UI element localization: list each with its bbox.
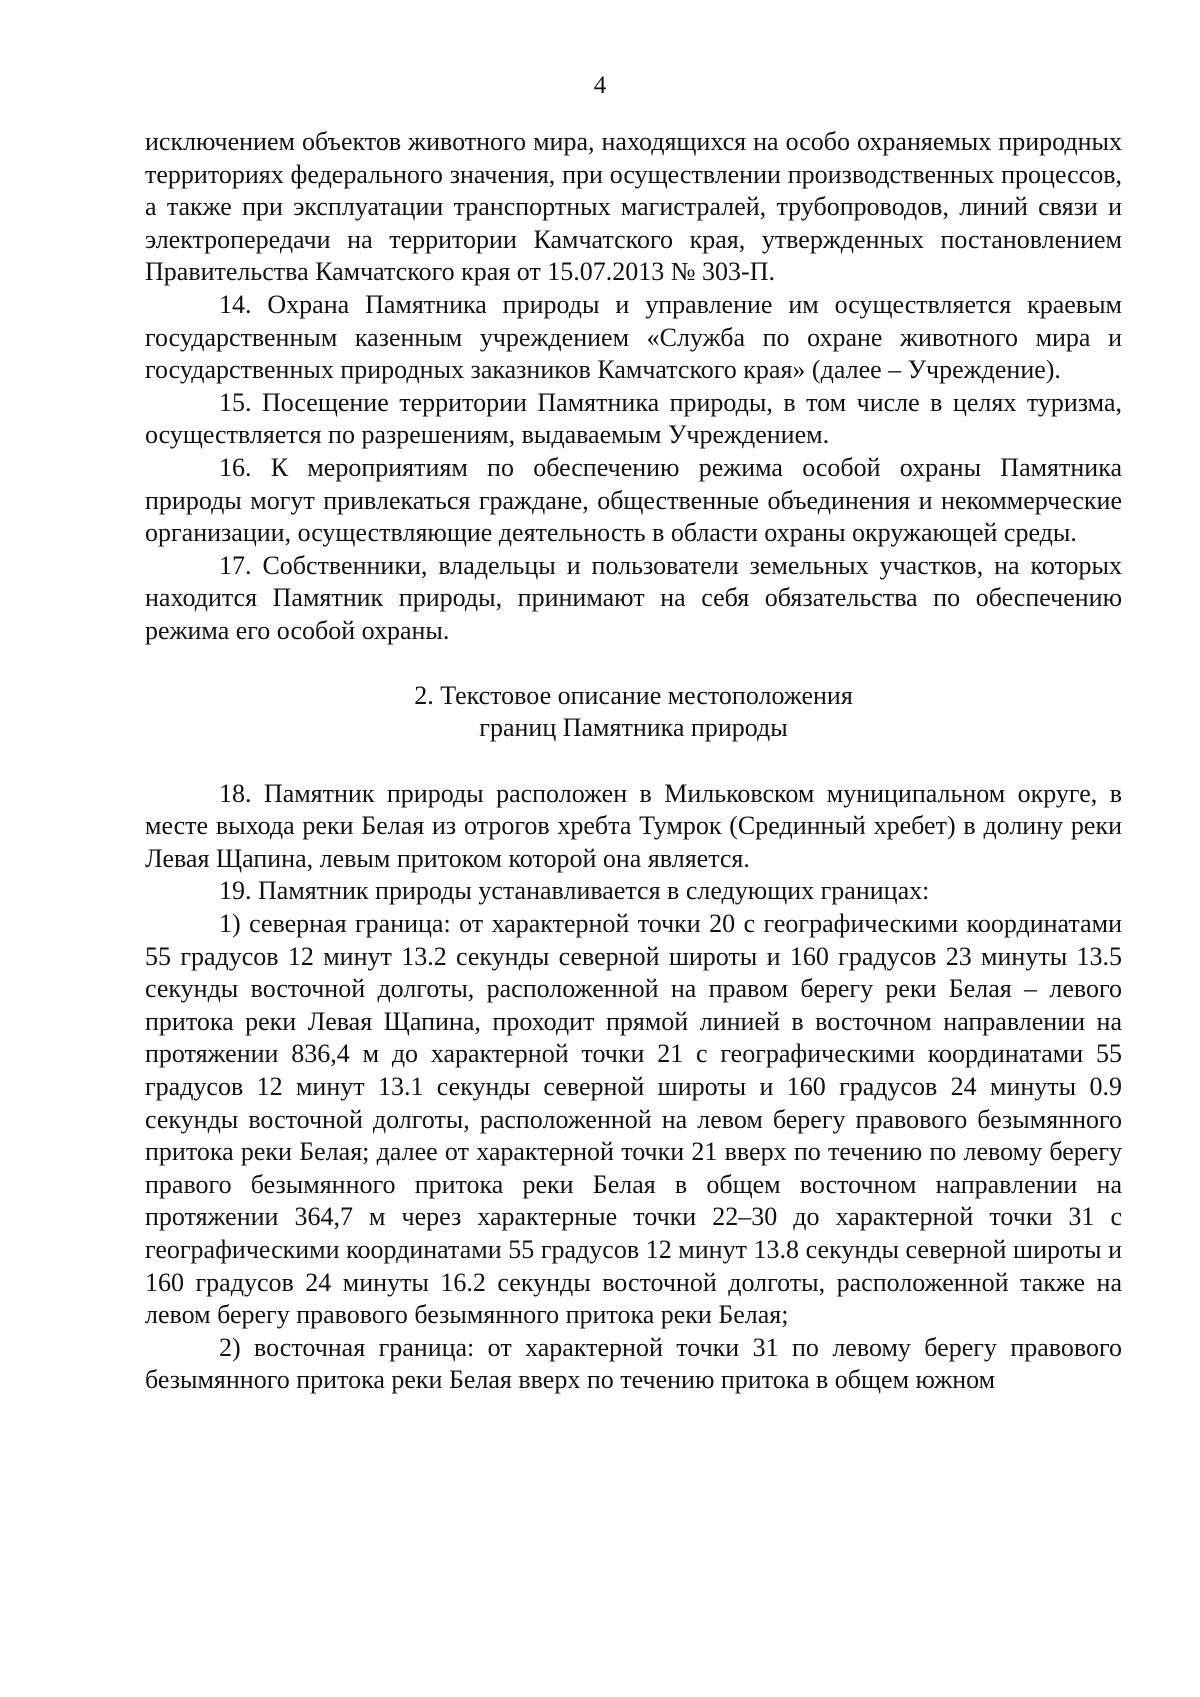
paragraph-19: 19. Памятник природы устанавливается в следующих границах: — [219, 876, 930, 906]
section-heading-line-1: 2. Текстовое описание местоположения — [414, 680, 853, 710]
paragraph-19-east-boundary: 2) восточная граница: от характерной точки 31 по левому берегу правового безымянного притока реки Белая вверх по течению притока в общем южном — [145, 1332, 1122, 1395]
paragraph-15: 15. Посещение территории Памятника природы, в том числе в целях туризма, осуществляется по разрешениям, выдаваемым Учреждением. — [145, 387, 1122, 450]
paragraph-19-north-boundary: 1) северная граница: от характерной точки 20 с географическими координатами 55 градусов 12 минут 13.2 секунды северной широты и 160 градусов 23 минуты 13.5 секунды восточной долготы, расположенной на правом берегу реки Белая – левого притока реки Левая Щапина, проходит прямой линией в восточном направлении на протяжении 836,4 м до характерной точки 21 с географическими координатами 55 градусов 12 минут 13.1 секунды северной широты и 160 градусов 24 минуты 0.9 секунды восточной долготы, расположенной на левом берегу правового безымянного притока реки Белая; далее от характерной точки 21 вверх по течению по левому берегу правого безымянного притока реки Белая в общем восточном направлении на протяжении 364,7 м через характерные точки 22–30 до характерной точки 31 с географическими координатами 55 градусов 12 минут 13.8 секунды северной широты и 160 градусов 24 минуты 16.2 секунды восточной долготы, расположенной также на левом берегу правового безымянного притока реки Белая; — [145, 909, 1122, 1330]
document-body — [145, 126, 1122, 1397]
paragraph-continuation: исключением объектов животного мира, находящихся на особо охраняемых природных территориях федерального значения, при осуществлении производственных процессов, а также при эксплуатации транспортных магистралей, трубопроводов, линий связи и электропередачи на территории Камчатского края, утвержденных постановлением Правительства Камчатского края от 15.07.2013 № 303-П. — [145, 127, 1122, 287]
paragraph-17: 17. Собственники, владельцы и пользователи земельных участков, на которых находится Памятник природы, принимают на себя обязательства по обеспечению режима его особой охраны. — [145, 550, 1122, 645]
page-number: 4 — [593, 72, 607, 99]
section-heading — [145, 680, 1122, 745]
section-heading-line-2: границ Памятника природы — [479, 713, 788, 743]
paragraph-18: 18. Памятник природы расположен в Мильковском муниципальном округе, в месте выхода реки Белая из отрогов хребта Тумрок (Срединный хребет) в долину реки Левая Щапина, левым притоком которой она является. — [145, 778, 1122, 873]
paragraph-16: 16. К мероприятиям по обеспечению режима особой охраны Памятника природы могут привлекаться граждане, общественные объединения и некоммерческие организации, осуществляющие деятельность в области охраны окружающей среды. — [145, 452, 1122, 548]
paragraph-14: 14. Охрана Памятника природы и управление им осуществляется краевым государственным казенным учреждением «Служба по охране животного мира и государственных природных заказников Камчатского края» (далее – Учреждение). — [145, 289, 1122, 385]
